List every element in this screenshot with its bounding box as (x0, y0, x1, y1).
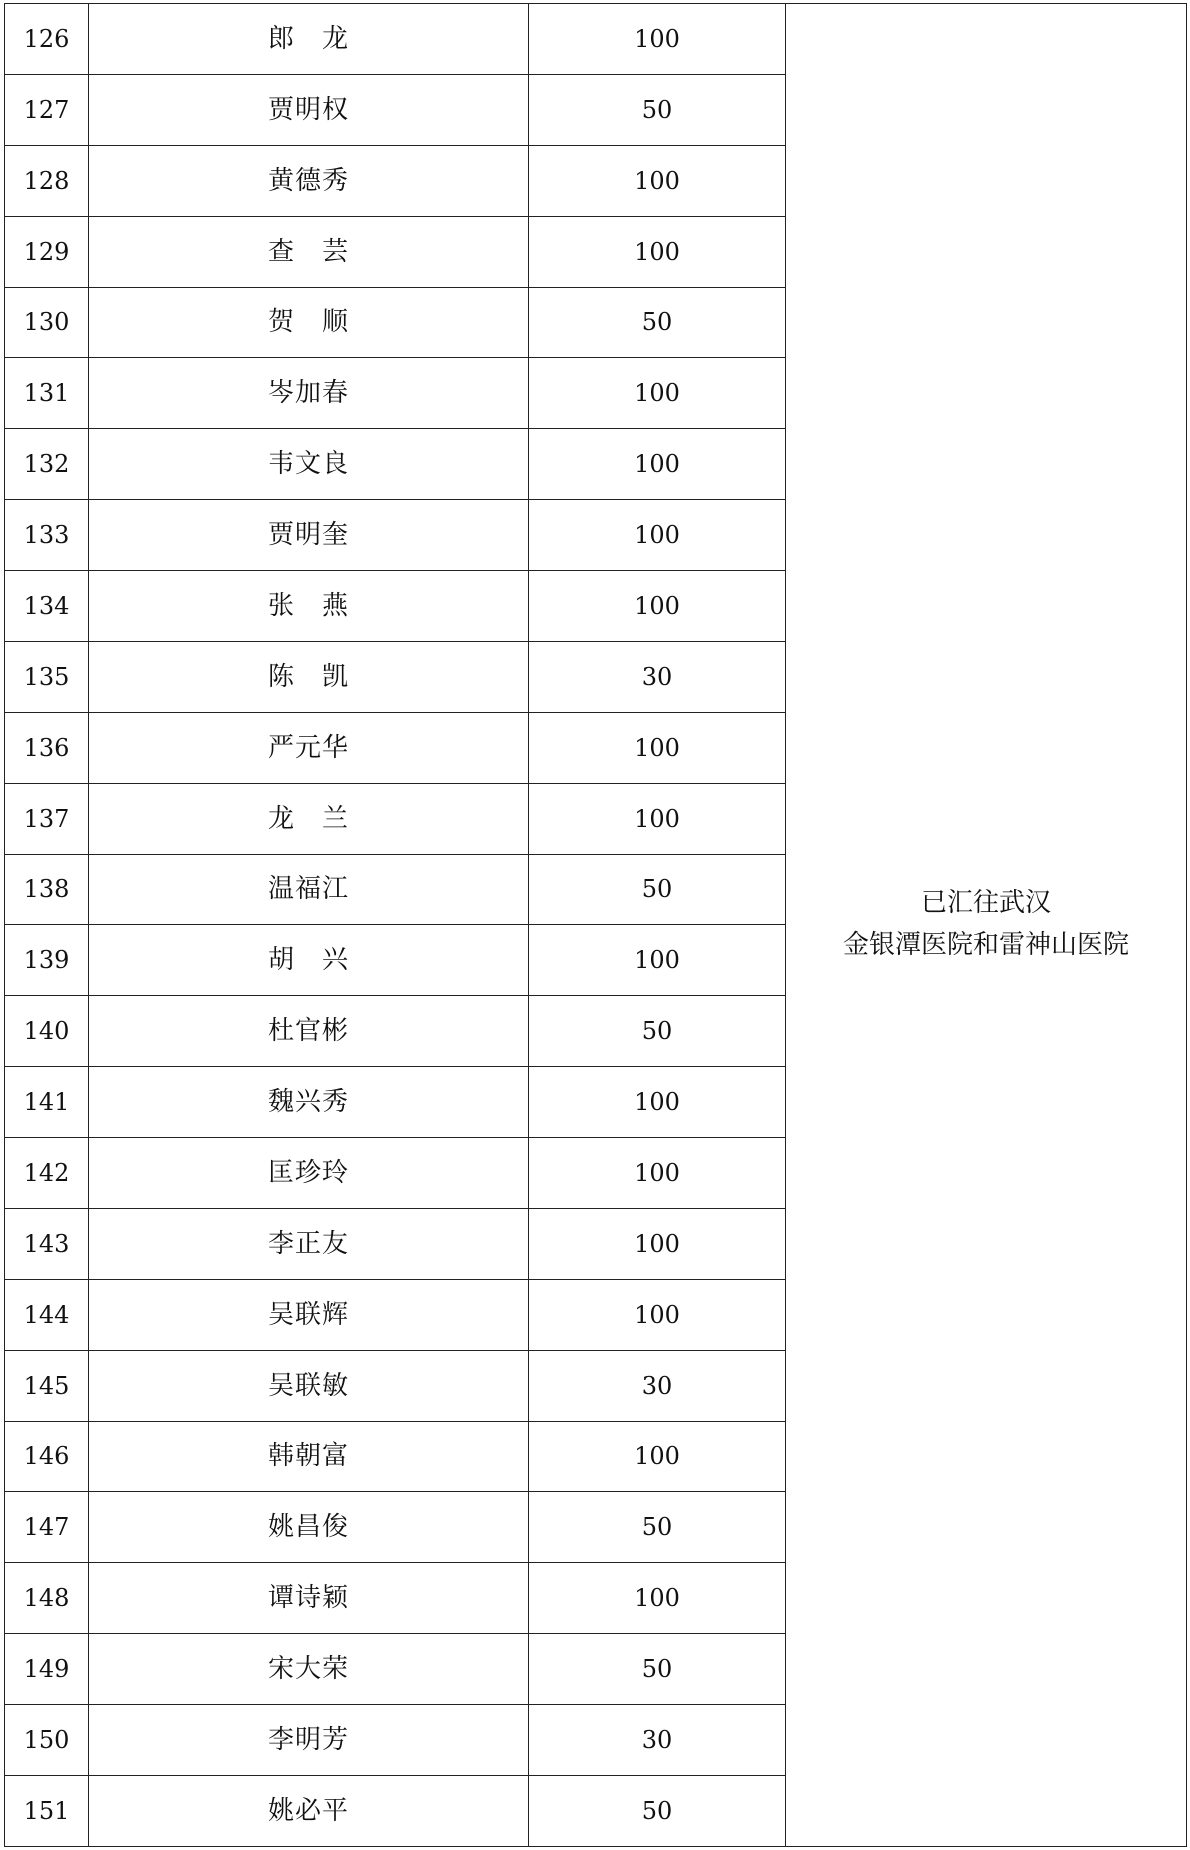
table-row (5, 4, 1187, 75)
donor-name: 贾明权 (89, 74, 529, 145)
row-number: 140 (5, 996, 89, 1067)
row-number: 130 (5, 287, 89, 358)
donor-name: 查 芸 (89, 216, 529, 287)
donation-amount: 100 (529, 925, 786, 996)
donor-name: 严元华 (89, 712, 529, 783)
donation-amount: 100 (529, 1563, 786, 1634)
donation-amount: 30 (529, 1350, 786, 1421)
donor-name: 郎 龙 (89, 4, 529, 75)
donor-name: 姚必平 (89, 1775, 529, 1846)
donation-amount: 50 (529, 1492, 786, 1563)
donation-amount: 100 (529, 783, 786, 854)
donor-name: 魏兴秀 (89, 1067, 529, 1138)
row-number: 128 (5, 145, 89, 216)
row-number: 138 (5, 854, 89, 925)
row-number: 149 (5, 1634, 89, 1705)
row-number: 134 (5, 571, 89, 642)
row-number: 131 (5, 358, 89, 429)
donor-name: 贾明奎 (89, 500, 529, 571)
row-number: 141 (5, 1067, 89, 1138)
row-number: 139 (5, 925, 89, 996)
donor-name: 韩朝富 (89, 1421, 529, 1492)
row-number: 126 (5, 4, 89, 75)
table-body (5, 4, 1187, 1847)
row-number: 137 (5, 783, 89, 854)
donation-amount: 50 (529, 996, 786, 1067)
row-number: 145 (5, 1350, 89, 1421)
row-number: 142 (5, 1138, 89, 1209)
donor-name: 宋大荣 (89, 1634, 529, 1705)
donor-name: 姚昌俊 (89, 1492, 529, 1563)
row-number: 151 (5, 1775, 89, 1846)
row-number: 147 (5, 1492, 89, 1563)
donation-amount: 100 (529, 358, 786, 429)
donation-amount: 50 (529, 287, 786, 358)
row-number: 136 (5, 712, 89, 783)
remittance-note-line-1: 已汇往武汉 (920, 888, 1051, 919)
row-number: 129 (5, 216, 89, 287)
donation-amount: 100 (529, 429, 786, 500)
donation-amount: 100 (529, 1279, 786, 1350)
donor-name: 韦文良 (89, 429, 529, 500)
donation-amount: 50 (529, 1634, 786, 1705)
row-number: 143 (5, 1208, 89, 1279)
donor-name: 陈 凯 (89, 641, 529, 712)
donation-amount: 100 (529, 145, 786, 216)
row-number: 148 (5, 1563, 89, 1634)
donor-name: 岑加春 (89, 358, 529, 429)
donation-amount: 100 (529, 1208, 786, 1279)
row-number: 133 (5, 500, 89, 571)
donor-name: 张 燕 (89, 571, 529, 642)
donation-amount: 30 (529, 1705, 786, 1776)
remittance-note-line-2: 金银潭医院和雷神山医院 (842, 929, 1129, 960)
donor-name: 李明芳 (89, 1705, 529, 1776)
donation-amount: 30 (529, 641, 786, 712)
donation-table (4, 3, 1187, 1847)
donor-name: 贺 顺 (89, 287, 529, 358)
donor-name: 杜官彬 (89, 996, 529, 1067)
row-number: 127 (5, 74, 89, 145)
row-number: 135 (5, 641, 89, 712)
donor-name: 黄德秀 (89, 145, 529, 216)
donation-amount: 100 (529, 571, 786, 642)
donation-amount: 100 (529, 1138, 786, 1209)
donation-amount: 100 (529, 216, 786, 287)
donation-amount: 100 (529, 4, 786, 75)
row-number: 144 (5, 1279, 89, 1350)
remittance-note (786, 4, 1187, 1847)
donor-name: 李正友 (89, 1208, 529, 1279)
donor-name: 吴联辉 (89, 1279, 529, 1350)
donation-amount: 100 (529, 500, 786, 571)
row-number: 132 (5, 429, 89, 500)
donation-amount: 50 (529, 1775, 786, 1846)
donor-name: 谭诗颖 (89, 1563, 529, 1634)
donor-name: 吴联敏 (89, 1350, 529, 1421)
donation-amount: 100 (529, 1421, 786, 1492)
donation-amount: 100 (529, 712, 786, 783)
donation-amount: 50 (529, 854, 786, 925)
donor-name: 胡 兴 (89, 925, 529, 996)
row-number: 146 (5, 1421, 89, 1492)
donation-amount: 50 (529, 74, 786, 145)
donor-name: 龙 兰 (89, 783, 529, 854)
donation-amount: 100 (529, 1067, 786, 1138)
donor-name: 匡珍玲 (89, 1138, 529, 1209)
donor-name: 温福江 (89, 854, 529, 925)
row-number: 150 (5, 1705, 89, 1776)
